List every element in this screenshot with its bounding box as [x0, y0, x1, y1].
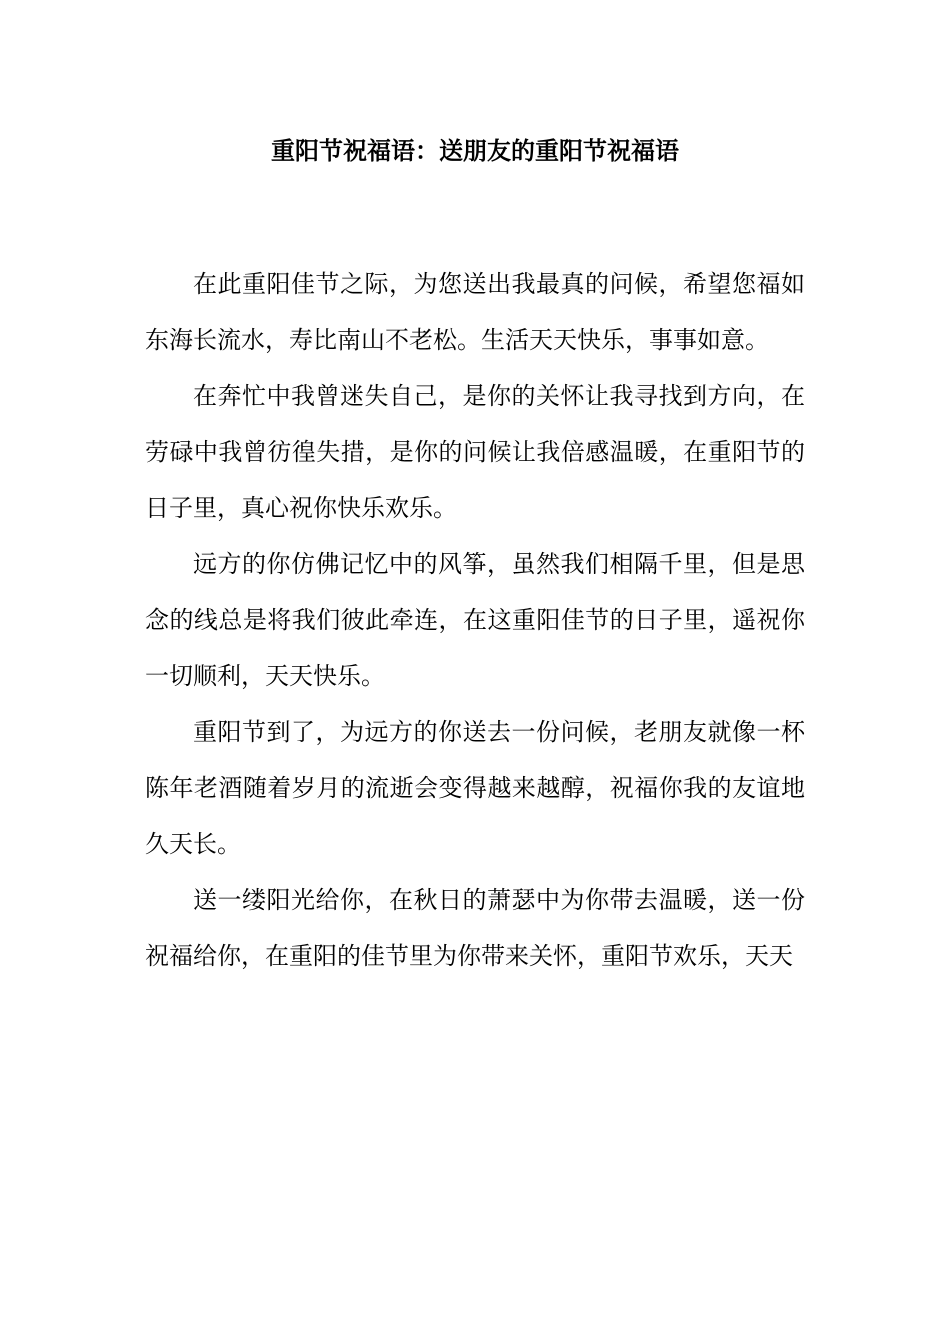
paragraph: 在奔忙中我曾迷失自己，是你的关怀让我寻找到方向，在劳碌中我曾彷徨失措，是你的问候让我倍感温暖，在重阳节的日子里，真心祝你快乐欢乐。	[145, 382, 805, 522]
document-body	[145, 256, 805, 984]
paragraph: 在此重阳佳节之际，为您送出我最真的问候，希望您福如东海长流水，寿比南山不老松。生活天天快乐，事事如意。	[145, 270, 805, 354]
document-title: 重阳节祝福语：送朋友的重阳节祝福语	[271, 136, 679, 165]
paragraph: 送一缕阳光给你，在秋日的萧瑟中为你带去温暖，送一份祝福给你，在重阳的佳节里为你带来关怀，重阳节欢乐，天天	[145, 886, 805, 970]
paragraph: 重阳节到了，为远方的你送去一份问候，老朋友就像一杯陈年老酒随着岁月的流逝会变得越来越醇，祝福你我的友谊地久天长。	[145, 718, 805, 858]
paragraph: 远方的你仿佛记忆中的风筝，虽然我们相隔千里，但是思念的线总是将我们彼此牵连，在这重阳佳节的日子里，遥祝你一切顺利，天天快乐。	[145, 550, 805, 690]
